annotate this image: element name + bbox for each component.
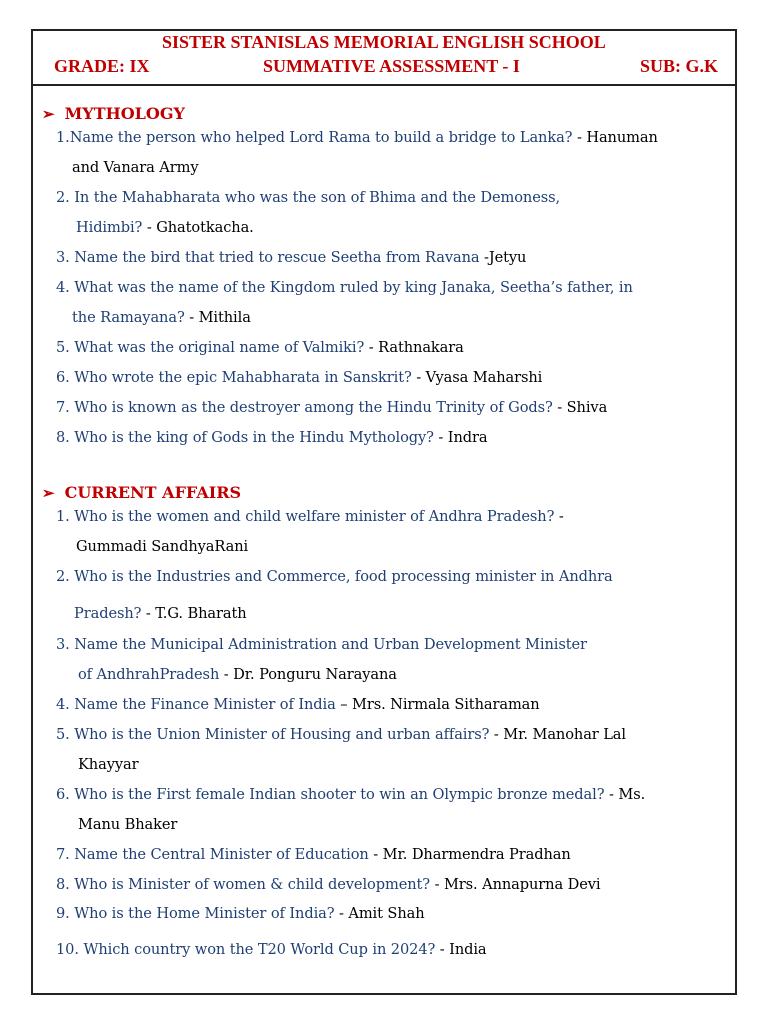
answer-text: Manu Bhaker bbox=[78, 816, 178, 833]
question-text: 5. Who is the Union Minister of Housing and urban affairs? bbox=[56, 726, 490, 743]
answer-text: - India bbox=[435, 941, 487, 958]
arrow-bullet-icon: ➢ bbox=[42, 105, 55, 123]
answer-text: - Mr. Manohar Lal bbox=[489, 726, 626, 743]
answer-text: and Vanara Army bbox=[72, 159, 199, 176]
question-line bbox=[56, 341, 464, 356]
question-text: 2. In the Mahabharata who was the son of Bhima and the Demoness, bbox=[56, 189, 561, 206]
answer-text: - Mrs. Annapurna Devi bbox=[430, 876, 601, 893]
question-line bbox=[56, 251, 526, 266]
answer-text: - Dr. Ponguru Narayana bbox=[219, 666, 397, 683]
answer-text: Gummadi SandhyaRani bbox=[76, 538, 249, 555]
answer-text: - Ghatotkacha. bbox=[142, 219, 254, 236]
question-line bbox=[56, 570, 613, 585]
answer-text: - Mithila bbox=[184, 309, 251, 326]
question-text: 2. Who is the Industries and Commerce, food processing minister in Andhra bbox=[56, 568, 613, 585]
question-line bbox=[78, 668, 397, 683]
question-text: the Ramayana? bbox=[72, 309, 185, 326]
question-text: 6. Who wrote the epic Mahabharata in Sanskrit? bbox=[56, 369, 412, 386]
question-line bbox=[56, 878, 600, 893]
question-text: 1. Who is the women and child welfare minister of Andhra Pradesh? bbox=[56, 508, 555, 525]
question-text: 8. Who is Minister of women & child development? bbox=[56, 876, 431, 893]
grade-label: GRADE: IX bbox=[54, 56, 150, 76]
answer-text: – Mrs. Nirmala Sitharaman bbox=[335, 696, 540, 713]
question-line bbox=[56, 131, 658, 146]
arrow-bullet-icon: ➢ bbox=[42, 484, 55, 502]
answer-text: - Indra bbox=[433, 429, 488, 446]
question-line bbox=[72, 311, 251, 326]
question-line bbox=[56, 401, 607, 416]
answer-text: - Amit Shah bbox=[334, 905, 425, 922]
question-line bbox=[76, 221, 254, 236]
question-line bbox=[78, 758, 138, 773]
question-line bbox=[56, 431, 487, 446]
question-line bbox=[56, 281, 633, 296]
section-title: MYTHOLOGY bbox=[64, 104, 185, 123]
section-heading-current-affairs bbox=[42, 485, 241, 501]
school-name: SISTER STANISLAS MEMORIAL ENGLISH SCHOOL bbox=[162, 32, 606, 52]
section-title: CURRENT AFFAIRS bbox=[64, 483, 242, 502]
answer-text: - Mr. Dharmendra Pradhan bbox=[368, 846, 571, 863]
answer-text: - Rathnakara bbox=[364, 339, 464, 356]
question-text: 4. What was the name of the Kingdom ruled by king Janaka, Seetha’s father, in bbox=[56, 279, 633, 296]
question-line bbox=[56, 788, 645, 803]
question-line bbox=[56, 907, 425, 922]
subject-label: SUB: G.K bbox=[640, 56, 719, 76]
question-text: 6. Who is the First female Indian shooter to win an Olympic bronze medal? bbox=[56, 786, 605, 803]
answer-text: - T.G. Bharath bbox=[141, 605, 247, 622]
question-text: 3. Name the Municipal Administration and Urban Development Minister bbox=[56, 636, 587, 653]
answer-text: - Shiva bbox=[552, 399, 608, 416]
exam-title: SUMMATIVE ASSESSMENT - I bbox=[263, 56, 520, 76]
question-text: 8. Who is the king of Gods in the Hindu Mythology? bbox=[56, 429, 434, 446]
answer-text: - Ms. bbox=[604, 786, 646, 803]
question-text: 5. What was the original name of Valmiki? bbox=[56, 339, 365, 356]
question-text: 7. Name the Central Minister of Education bbox=[56, 846, 369, 863]
question-text: 4. Name the Finance Minister of India bbox=[56, 696, 336, 713]
question-line bbox=[56, 698, 540, 713]
section-heading-mythology bbox=[42, 106, 185, 122]
question-text: 9. Who is the Home Minister of India? bbox=[56, 905, 335, 922]
question-text: Pradesh? bbox=[74, 605, 142, 622]
question-text: Hidimbi? bbox=[76, 219, 143, 236]
question-line bbox=[74, 607, 247, 622]
header-divider bbox=[31, 84, 737, 86]
question-text: 1.Name the person who helped Lord Rama to build a bridge to Lanka? bbox=[56, 129, 573, 146]
question-line bbox=[56, 191, 560, 206]
question-line bbox=[78, 818, 177, 833]
question-text: 3. Name the bird that tried to rescue Seetha from Ravana bbox=[56, 249, 480, 266]
answer-text: - Hanuman bbox=[572, 129, 658, 146]
question-line bbox=[56, 371, 542, 386]
answer-text: - Vyasa Maharshi bbox=[411, 369, 543, 386]
question-text: of AndhrahPradesh bbox=[78, 666, 220, 683]
question-text: 7. Who is known as the destroyer among the Hindu Trinity of Gods? bbox=[56, 399, 553, 416]
answer-text: -Jetyu bbox=[479, 249, 527, 266]
answer-text: Khayyar bbox=[78, 756, 139, 773]
question-line bbox=[56, 728, 626, 743]
question-line bbox=[56, 510, 564, 525]
question-line bbox=[76, 540, 248, 555]
question-line bbox=[56, 638, 587, 653]
question-line bbox=[56, 943, 487, 958]
question-line bbox=[72, 161, 199, 176]
answer-text: - bbox=[554, 508, 564, 525]
question-text: 10. Which country won the T20 World Cup in 2024? bbox=[56, 941, 436, 958]
question-line bbox=[56, 848, 571, 863]
